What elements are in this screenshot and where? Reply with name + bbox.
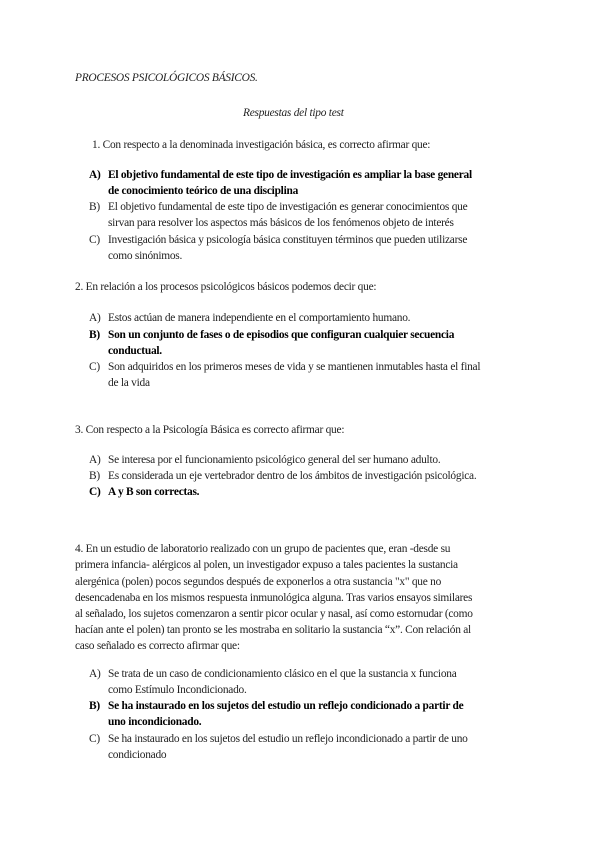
option-label: C) [89, 234, 100, 246]
option-text: El objetivo fundamental de este tipo de investigación es ampliar la base general [108, 169, 472, 181]
question-stem: hacían ante el polen) tan pronto se les mostraba en solitario la sustancia “x”. Con relación al [75, 624, 471, 636]
question-stem: caso señalado es correcto afirmar que: [75, 640, 240, 652]
option-text: Se interesa por el funcionamiento psicológico general del ser humano adulto. [108, 454, 441, 466]
option-label: A) [89, 668, 101, 680]
question-stem: 3. Con respecto a la Psicología Básica es correcto afirmar que: [75, 424, 345, 436]
option-label: C) [89, 733, 100, 745]
option-text: de la vida [108, 377, 150, 389]
option-label: A) [89, 312, 101, 324]
option-text: Son adquiridos en los primeros meses de vida y se mantienen inmutables hasta el final [108, 361, 481, 373]
option-text: condicionado [108, 749, 167, 761]
option-text: uno incondicionado. [108, 716, 202, 728]
option-text: Estos actúan de manera independiente en el comportamiento humano. [108, 312, 411, 324]
document-subtitle: Respuestas del tipo test [243, 107, 344, 119]
question-stem: 2. En relación a los procesos psicológicos básicos podemos decir que: [75, 281, 377, 293]
option-text: Es considerada un eje vertebrador dentro de los ámbitos de investigación psicológica. [108, 470, 477, 482]
option-text: Se ha instaurado en los sujetos del estudio un reflejo incondicionado a partir de uno [108, 733, 468, 745]
option-text: como sinónimos. [108, 250, 183, 262]
option-text: como Estímulo Incondicionado. [108, 684, 247, 696]
question-stem: al señalado, los sujetos comenzaron a sentir picor ocular y nasal, así como estornudar (como [75, 608, 473, 620]
option-label: B) [89, 700, 100, 712]
option-text: conductual. [108, 345, 162, 357]
option-text: Se ha instaurado en los sujetos del estudio un reflejo condicionado a partir de [108, 700, 464, 712]
option-label: A) [89, 454, 101, 466]
option-text: Investigación básica y psicología básica constituyen términos que pueden utilizarse [108, 234, 468, 246]
question-stem: 1. Con respecto a la denominada investigación básica, es correcto afirmar que: [92, 139, 431, 151]
option-text: Se trata de un caso de condicionamiento clásico en el que la sustancia x funciona [108, 668, 457, 680]
option-text: Son un conjunto de fases o de episodios que configuran cualquier secuencia [108, 329, 455, 341]
option-label: B) [89, 329, 100, 341]
document-title: PROCESOS PSICOLÓGICOS BÁSICOS. [75, 72, 258, 84]
option-text: de conocimiento teórico de una disciplina [108, 185, 299, 197]
option-label: A) [89, 169, 101, 181]
question-stem: desencadenaba en los mismos respuesta inmunológica alguna. Tras varios ensayos similares [75, 592, 473, 604]
option-text: El objetivo fundamental de este tipo de investigación es generar conocimientos que [108, 201, 468, 213]
question-stem: alergénica (polen) pocos segundos después de exponerlos a otra sustancia "x" que no [75, 576, 442, 588]
option-label: C) [89, 361, 100, 373]
question-stem: 4. En un estudio de laboratorio realizado con un grupo de pacientes que, eran -desde su [75, 543, 451, 555]
option-label: B) [89, 470, 100, 482]
option-text: sirvan para resolver los aspectos más básicos de los fenómenos objeto de interés [108, 217, 454, 229]
option-label: B) [89, 201, 100, 213]
question-stem: primera infancia- alérgicos al polen, un investigador expuso a tales pacientes la sustancia [75, 559, 458, 571]
option-label: C) [89, 486, 101, 498]
option-text: A y B son correctas. [108, 486, 200, 498]
